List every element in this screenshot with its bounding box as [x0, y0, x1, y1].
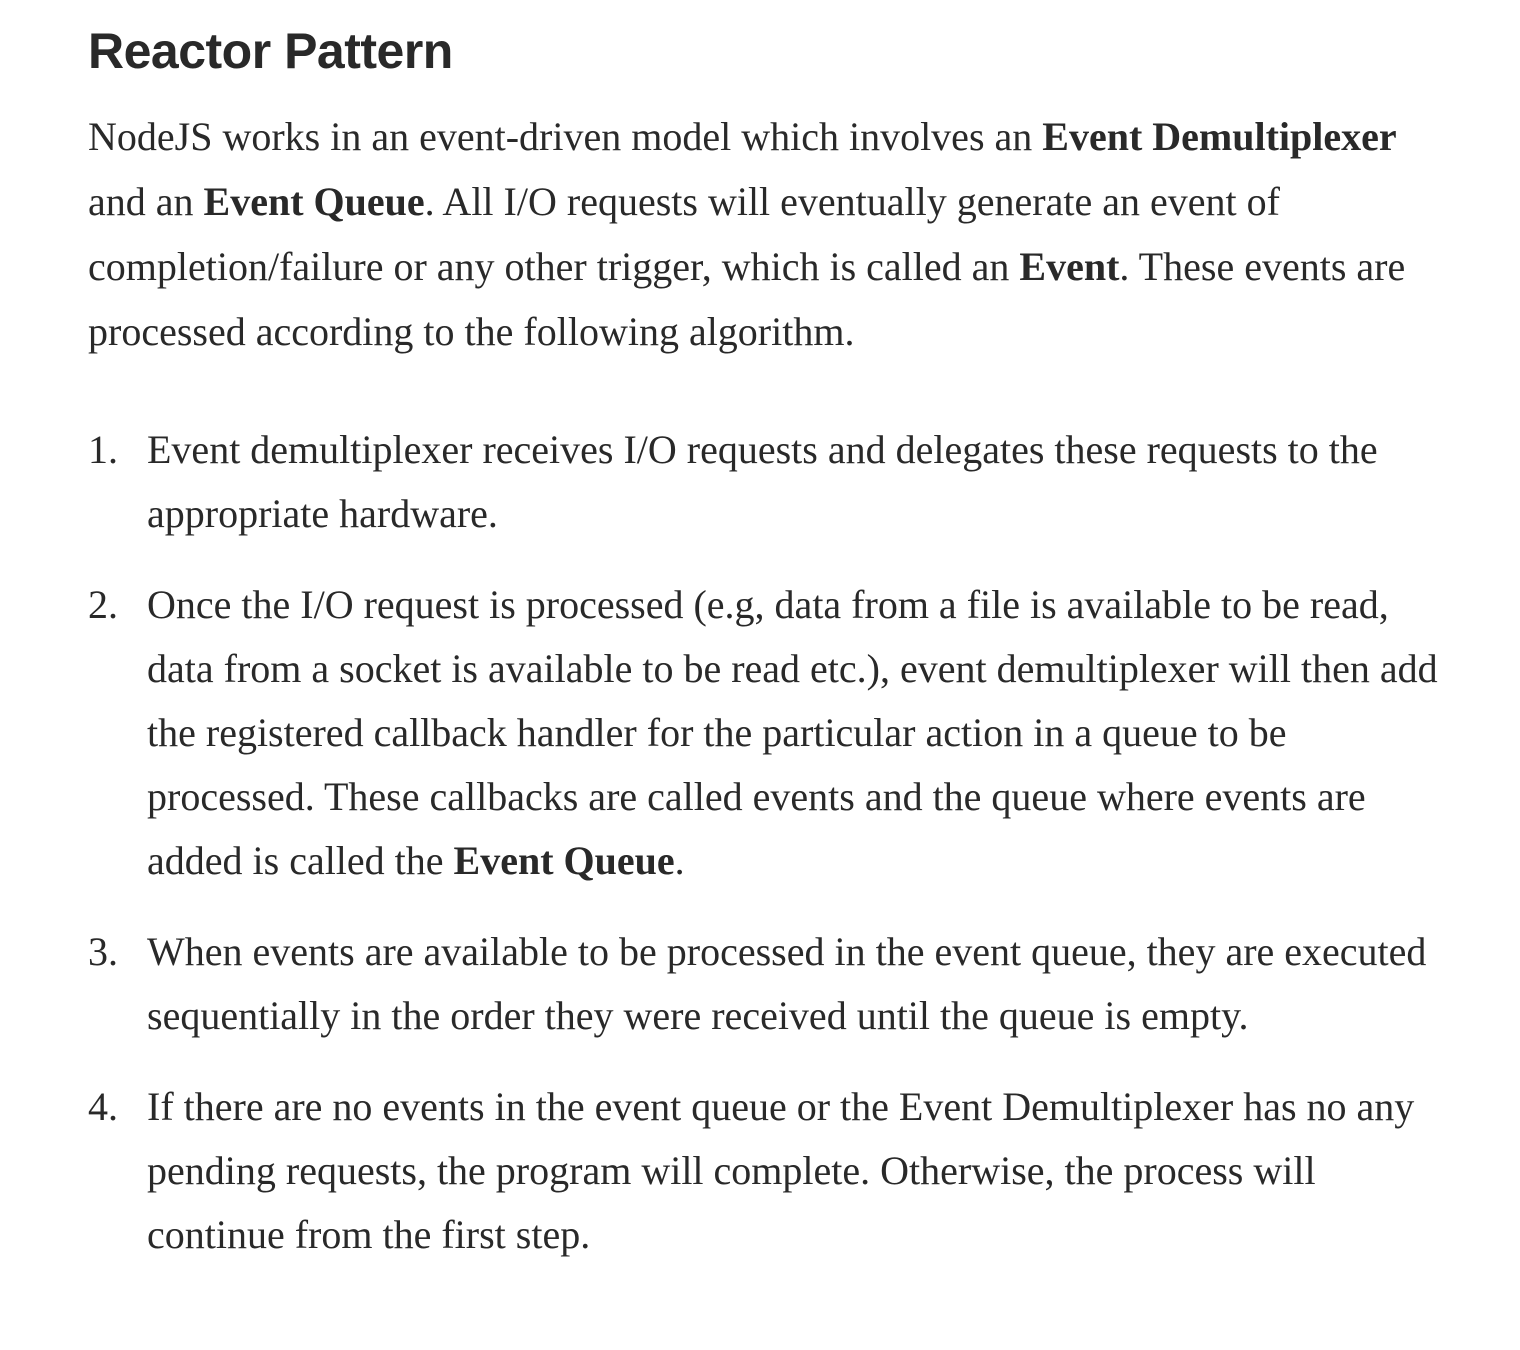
- list-item-number: 2.: [88, 582, 118, 627]
- algorithm-steps-list: [88, 418, 1448, 1267]
- intro-text-2: and an: [88, 179, 204, 224]
- intro-text-3: . All I/O requests will eventually generate an event of completion/failure or any other trigger, which is called an: [88, 179, 1280, 289]
- list-item: [88, 418, 1447, 546]
- intro-bold-event-queue: Event Queue: [203, 179, 425, 224]
- list-item-text: When events are available to be processed in the event queue, they are executed sequentially in the order they were received until the queue is empty.: [147, 929, 1427, 1038]
- intro-bold-event-demultiplexer: Event Demultiplexer: [1042, 114, 1397, 159]
- intro-paragraph: [88, 104, 1428, 364]
- list-item-number: 4.: [88, 1084, 118, 1129]
- list-item-text: Once the I/O request is processed (e.g, data from a file is available to be read, data from a socket is available to be read etc.), event demultiplexer will then add the registered callback handler for the particular action in a queue to be processed. These callbacks are called events and the queue where events are added is called the: [147, 582, 1438, 883]
- article: [88, 0, 1448, 1294]
- section-heading: Reactor Pattern: [88, 23, 453, 79]
- intro-bold-event: Event: [1019, 244, 1120, 289]
- list-item-number: 1.: [88, 427, 118, 472]
- list-item-number: 3.: [88, 929, 118, 974]
- list-item-bold-event-queue: Event Queue: [453, 838, 675, 883]
- list-item-text: Event demultiplexer receives I/O requests and delegates these requests to the appropriate hardware.: [147, 427, 1378, 536]
- list-item: [88, 573, 1447, 893]
- list-item-text: If there are no events in the event queue or the Event Demultiplexer has no any pending requests, the program will complete. Otherwise, the process will continue from the first step.: [147, 1084, 1415, 1257]
- list-item-tail: .: [674, 838, 685, 883]
- list-item: [88, 920, 1447, 1048]
- intro-text-1: NodeJS works in an event-driven model which involves an: [88, 114, 1043, 159]
- list-item: [88, 1075, 1447, 1267]
- intro-text-4: . These events are processed according to the following algorithm.: [88, 244, 1406, 354]
